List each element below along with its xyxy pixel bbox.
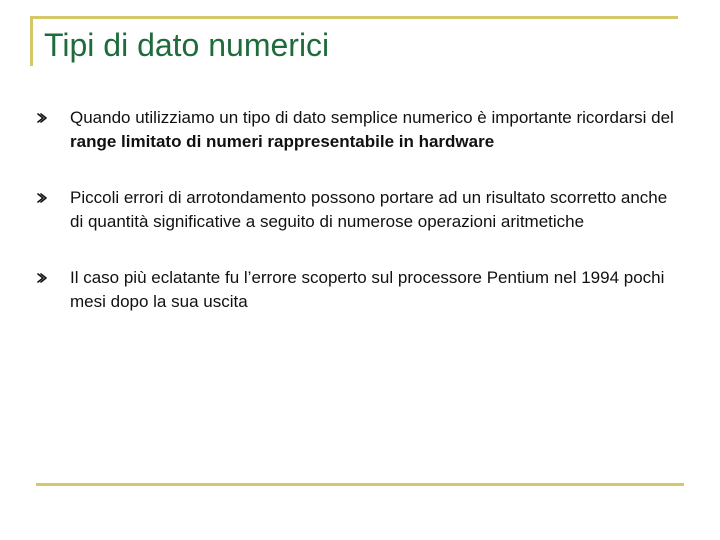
bullet-item-range xyxy=(36,106,676,154)
bullet-item-pentium xyxy=(36,266,676,314)
arrow-bullet-icon xyxy=(36,113,48,123)
arrow-bullet-icon xyxy=(36,193,48,203)
left-divider xyxy=(30,16,33,66)
bullet-bold-text: range limitato di numeri rappresentabile in hardware xyxy=(70,132,495,151)
arrow-bullet-icon xyxy=(36,273,48,283)
bullet-list xyxy=(36,106,676,314)
bullet-item-rounding-errors xyxy=(36,186,676,234)
bullet-text: Quando utilizziamo un tipo di dato semplice numerico è importante ricordarsi del xyxy=(70,108,674,127)
bullet-text: Piccoli errori di arrotondamento possono portare ad un risultato scorretto anche di quantità significative a seguito di numerose operazioni aritmetiche xyxy=(70,188,668,231)
bullet-text: Il caso più eclatante fu l’errore scoperto sul processore Pentium nel 1994 pochi mesi dopo la sua uscita xyxy=(70,268,665,311)
top-divider xyxy=(30,16,678,19)
slide-title: Tipi di dato numerici xyxy=(44,27,330,63)
bottom-divider xyxy=(36,483,684,486)
